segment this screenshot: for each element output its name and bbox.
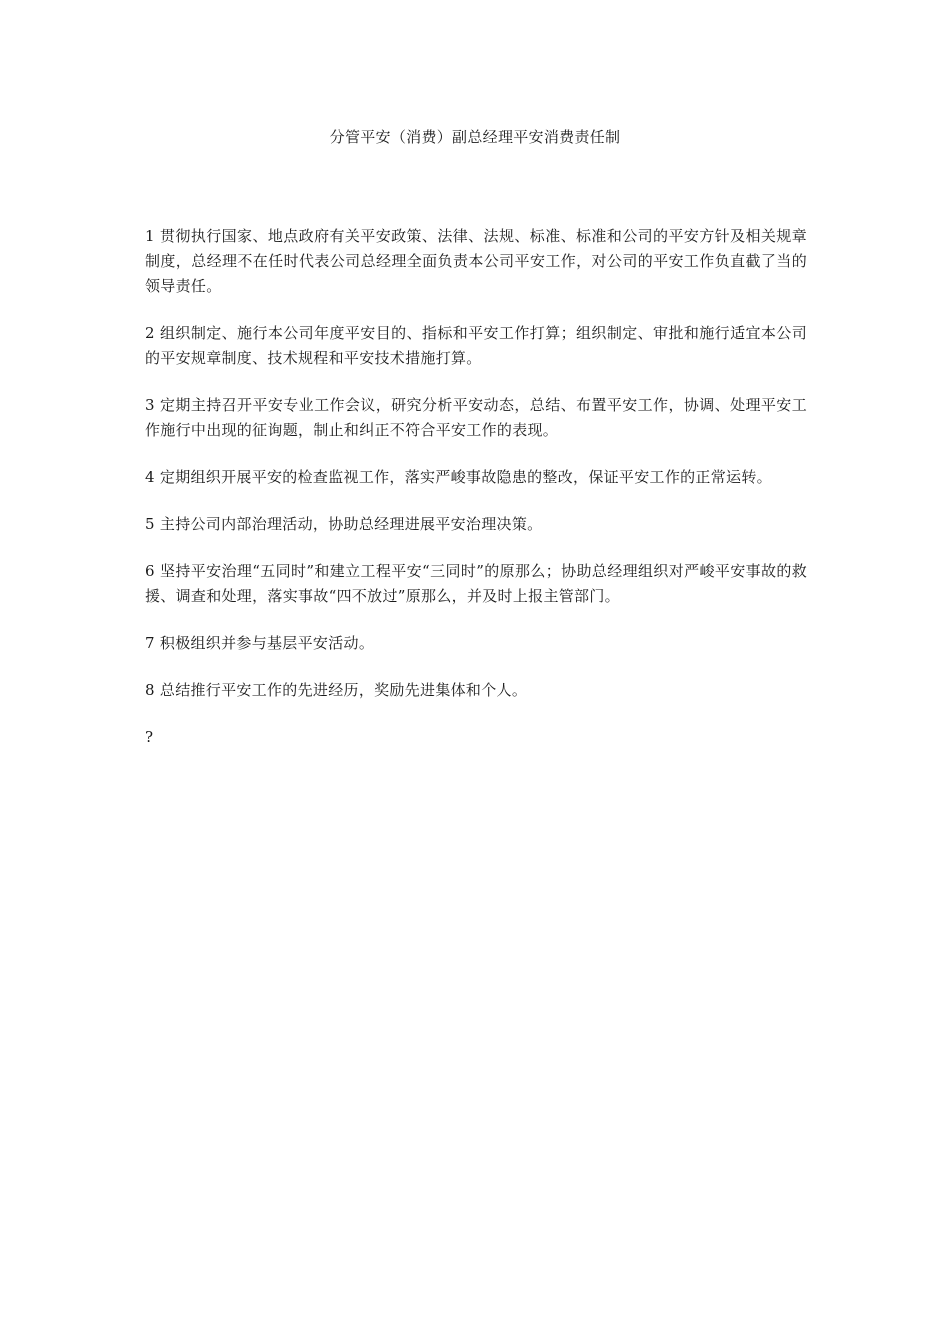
paragraph-5: 5 主持公司内部治理活动，协助总经理进展平安治理决策。 — [145, 515, 543, 533]
paragraph-9: ? — [145, 728, 154, 746]
paragraph-7: 7 积极组织并参与基层平安活动。 — [145, 634, 375, 652]
document-title: 分管平安（消费）副总经理平安消费责任制 — [329, 128, 621, 146]
paragraph-3: 3 定期主持召开平安专业工作会议，研究分析平安动态，总结、布置平安工作，协调、处理平安工作施行中出现的征询题，制止和纠正不符合平安工作的表现。 — [145, 396, 807, 439]
document-body — [145, 224, 807, 772]
paragraph-2: 2 组织制定、施行本公司年度平安目的、指标和平安工作打算；组织制定、审批和施行适宜本公司的平安规章制度、技术规程和平安技术措施打算。 — [145, 324, 807, 367]
paragraph-8: 8 总结推行平安工作的先进经历，奖励先进集体和个人。 — [145, 681, 528, 699]
paragraph-4: 4 定期组织开展平安的检查监视工作，落实严峻事故隐患的整改，保证平安工作的正常运转。 — [145, 468, 772, 486]
paragraph-1: 1 贯彻执行国家、地点政府有关平安政策、法律、法规、标准、标准和公司的平安方针及相关规章制度，总经理不在任时代表公司总经理全面负责本公司平安工作，对公司的平安工作负直截了当的领导责任。 — [145, 227, 807, 295]
paragraph-6: 6 坚持平安治理“五同时”和建立工程平安“三同时”的原那么；协助总经理组织对严峻平安事故的救援、调查和处理，落实事故“四不放过”原那么，并及时上报主管部门。 — [145, 562, 807, 605]
